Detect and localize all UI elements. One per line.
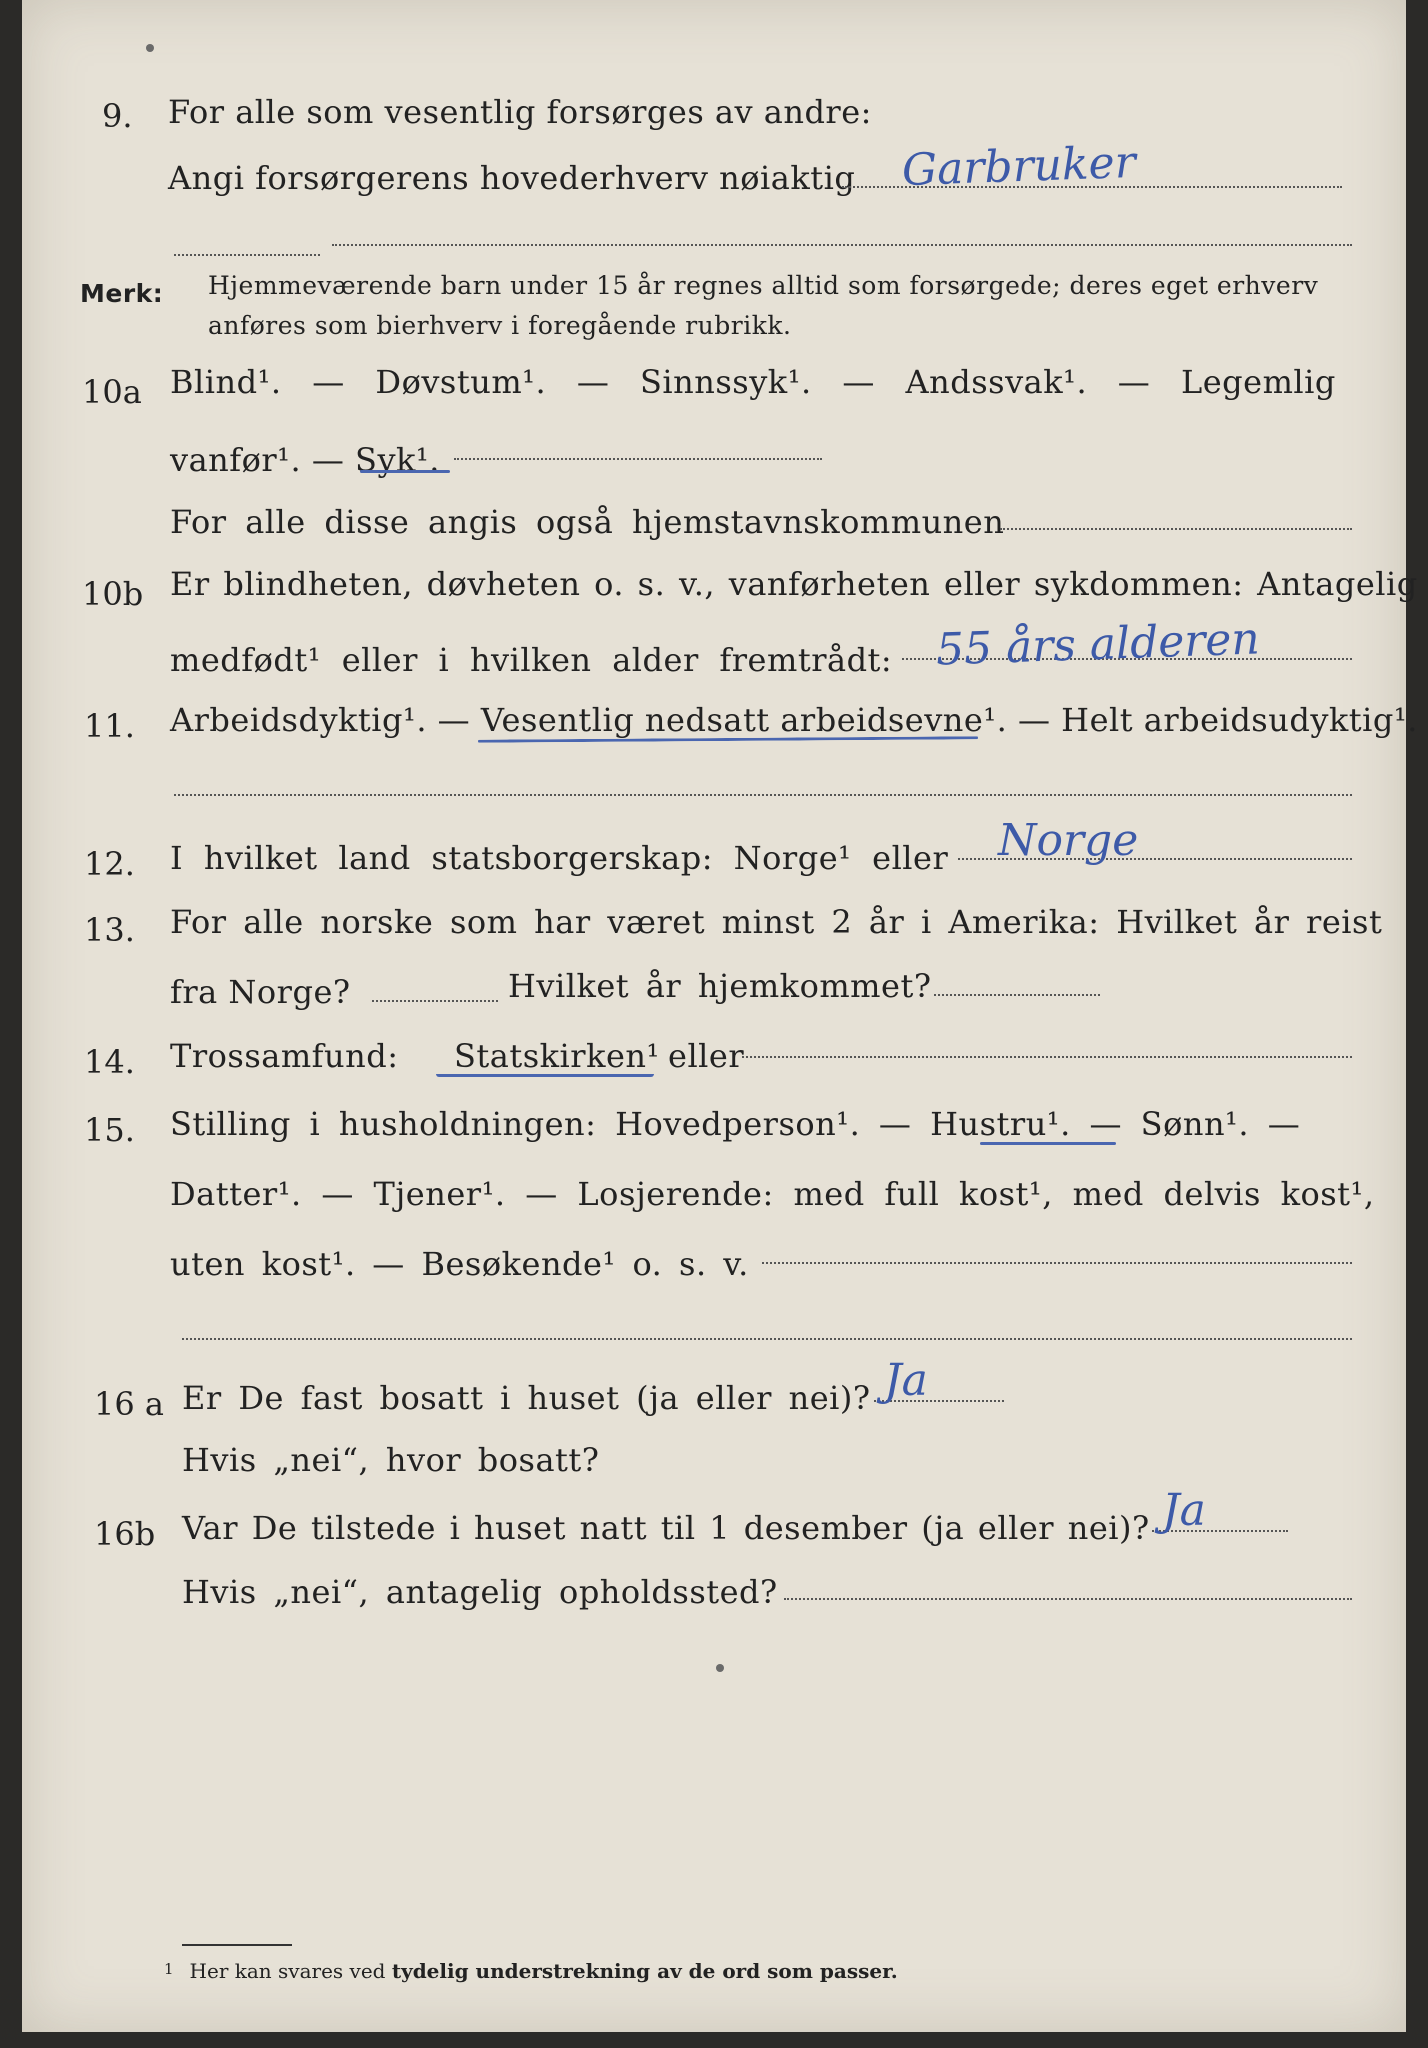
q15-line3: uten kost¹. — Besøkende¹ o. s. v. — [170, 1245, 749, 1283]
q10a-answer-line — [454, 458, 822, 460]
q14-trossamfund: Trossamfund: — [170, 1037, 399, 1075]
q16b-line2: Hvis „nei“, antagelig opholdssted? — [182, 1573, 778, 1611]
census-form-page — [22, 0, 1418, 2032]
q10a-vanfor: vanfør¹. — — [170, 441, 356, 479]
footnote-mark: 1 — [164, 1960, 174, 1978]
footnote-bold-text: tydelig understrekning av de ord som passer. — [391, 1959, 898, 1983]
q15-number: 15. — [84, 1111, 135, 1149]
q9-line1: For alle som vesentlig forsørges av andre: — [168, 93, 872, 131]
q11-arbeidsdyktig: Arbeidsdyktig¹. — — [170, 701, 481, 739]
q14-underline — [436, 1074, 654, 1077]
q16a-line1: Er De fast bosatt i huset (ja eller nei)? — [182, 1379, 871, 1417]
q15-answer-line — [762, 1262, 1352, 1264]
q10b-line2: medfødt¹ eller i hvilken alder fremtrådt: — [170, 641, 893, 679]
q14-statskirken: Statskirken¹ — [454, 1037, 660, 1075]
q15-hovedperson: Stilling i husholdningen: Hovedperson¹. — — [170, 1105, 931, 1143]
q13-hjemkommet-line — [934, 994, 1100, 996]
q10a-line2 — [170, 440, 440, 480]
q16b-number: 16b — [94, 1515, 156, 1553]
q16a-number: 16 a — [94, 1385, 164, 1423]
q10a-syk-underline — [360, 470, 450, 473]
footnote-text: Her kan svares ved — [189, 1959, 392, 1983]
q16a-line2: Hvis „nei“, hvor bosatt? — [182, 1441, 600, 1479]
paper-speck — [146, 44, 154, 52]
q10b-answer: 55 års alderen — [935, 613, 1261, 676]
q12-number: 12. — [84, 845, 135, 883]
q9-answer: Garbruker — [901, 136, 1137, 197]
q12-answer: Norge — [998, 815, 1139, 866]
q15-sonn: — Sønn¹. — — [1070, 1105, 1301, 1143]
q15-blank-line — [182, 1338, 1352, 1340]
q12-line1: I hvilket land statsborgerskap: Norge¹ eller — [170, 839, 949, 877]
merk-label: Merk: — [80, 279, 164, 308]
merk-line1: Hjemmeværende barn under 15 år regnes alltid som forsørgede; deres eget erhverv — [208, 271, 1319, 300]
q9-blank-line-b — [332, 244, 1352, 246]
q9-number: 9. — [102, 97, 133, 135]
q13-line2b: Hvilket år hjemkommet? — [508, 967, 932, 1005]
q15-line1 — [170, 1104, 1300, 1144]
q11-blank-line — [174, 794, 1352, 796]
q13-number: 13. — [84, 911, 135, 949]
q10a-line1: Blind¹. — Døvstum¹. — Sinnssyk¹. — Andssvak¹. — Legemlig — [170, 363, 1336, 401]
q10b-line1: Er blindheten, døvheten o. s. v., vanførheten eller sykdommen: Antagelig — [170, 565, 1418, 603]
q16b-line1: Var De tilstede i huset natt til 1 desember (ja eller nei)? — [182, 1509, 1150, 1547]
q13-line2a: fra Norge? — [170, 973, 351, 1011]
q11-number: 11. — [84, 707, 135, 745]
q9-blank-line-a — [174, 254, 320, 256]
q16b-answer: Ja — [1162, 1485, 1206, 1536]
q13-reist-line — [372, 1000, 498, 1002]
q15-line2: Datter¹. — Tjener¹. — Losjerende: med full kost¹, med delvis kost¹, — [170, 1175, 1375, 1213]
q10b-number: 10b — [82, 575, 144, 613]
q11-line — [170, 700, 1418, 740]
merk-line2: anføres som bierhverv i foregående rubrikk. — [208, 311, 792, 340]
q16b-opholdssted-line — [784, 1598, 1352, 1600]
footnote-rule — [182, 1944, 292, 1946]
q13-line1: For alle norske som har været minst 2 år i Amerika: Hvilket år reist — [170, 903, 1383, 941]
q10a-kommune-line — [1000, 528, 1352, 530]
q9-line2: Angi forsørgerens hovederhverv nøiaktig — [168, 159, 856, 197]
q15-hustru: Hustru¹. — [930, 1105, 1071, 1143]
q15-underline — [980, 1142, 1116, 1145]
q10a-syk: Syk¹. — [355, 441, 440, 479]
q11-nedsatt: Vesentlig nedsatt arbeidsevne¹. — [480, 701, 1008, 739]
paper-speck — [716, 1664, 724, 1672]
q10a-line3: For alle disse angis også hjemstavnskommunen — [170, 503, 1005, 541]
q14-number: 14. — [84, 1043, 135, 1081]
q14-answer-line — [742, 1056, 1352, 1058]
q14-eller: eller — [668, 1037, 745, 1075]
q11-udyktig: — Helt arbeidsudyktig¹. — [1007, 701, 1418, 739]
footnote — [164, 1956, 898, 1984]
q10a-number: 10a — [82, 373, 142, 411]
q16a-answer: Ja — [884, 1355, 928, 1406]
